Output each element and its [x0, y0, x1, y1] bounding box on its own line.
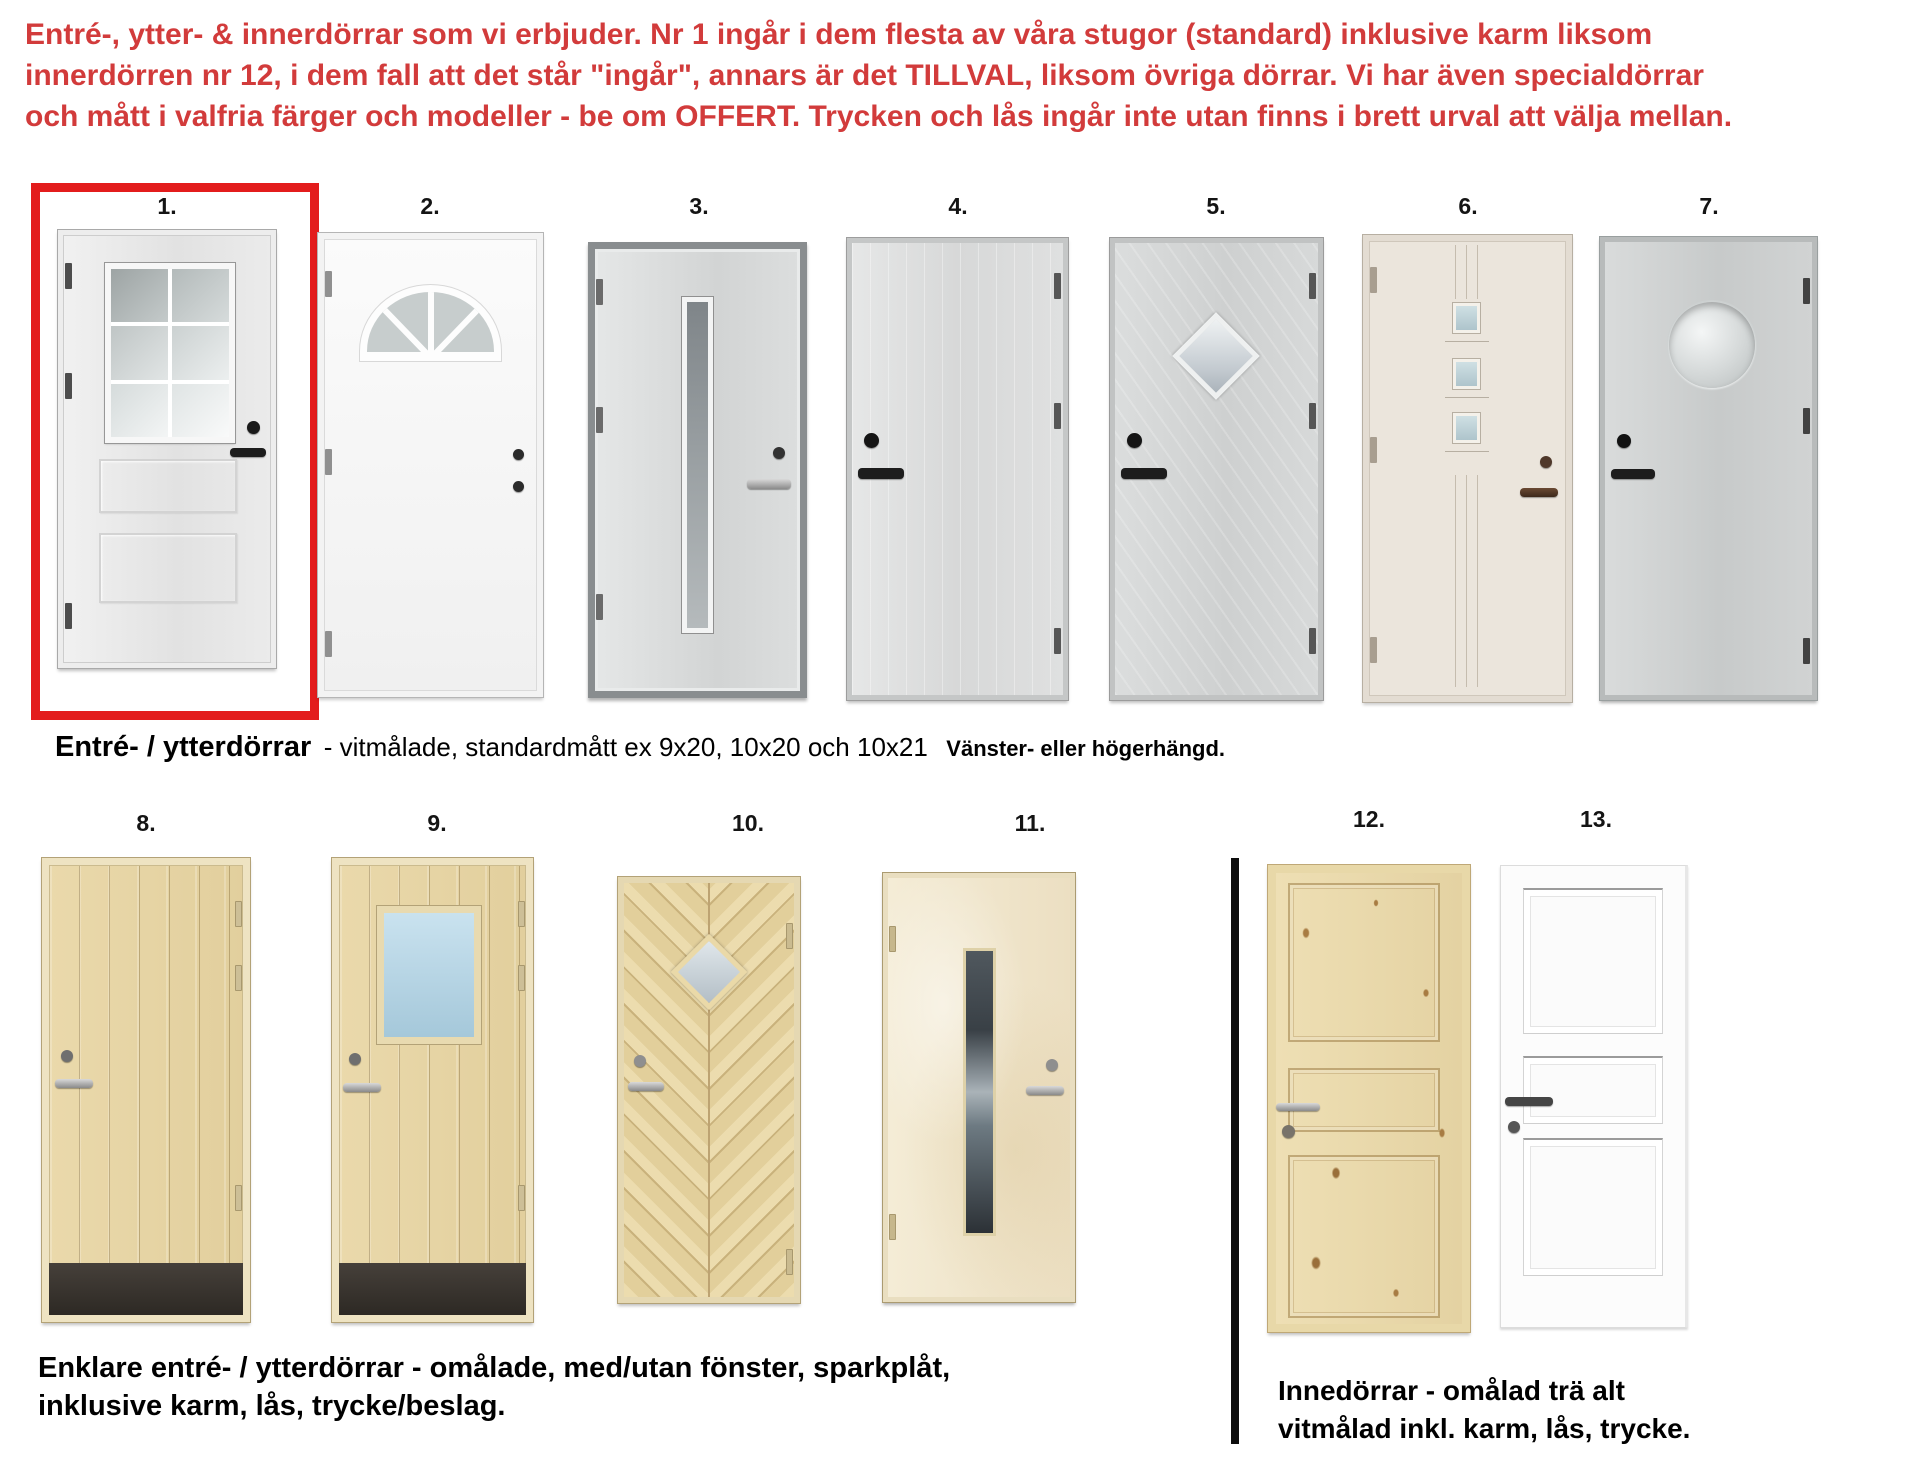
- lock-cylinder-icon: [1282, 1125, 1295, 1138]
- door-handle-icon: [343, 1083, 381, 1092]
- hinge-icon: [518, 1185, 525, 1211]
- door-panel: [99, 533, 237, 603]
- simple-exterior-doors-caption: [38, 1349, 950, 1425]
- hinge-icon: [1803, 278, 1810, 304]
- lock-cylinder-icon: [1127, 433, 1142, 448]
- lock-cylinder-icon: [61, 1050, 73, 1062]
- diamond-window: [1172, 312, 1260, 400]
- square-window: [1453, 303, 1480, 333]
- door-number-5: 5.: [1206, 193, 1226, 219]
- door-number-6: 6.: [1458, 193, 1478, 219]
- door-handle-icon: [747, 479, 791, 489]
- lock-cylinder-icon: [1046, 1059, 1058, 1071]
- square-window: [1453, 359, 1480, 389]
- door-number-7: 7.: [1699, 193, 1719, 219]
- door-handle-icon: [1276, 1103, 1320, 1111]
- hinge-icon: [1054, 273, 1061, 299]
- door-number-2: 2.: [420, 193, 440, 219]
- vertical-glass-strip: [682, 297, 713, 633]
- lock-cylinder-icon: [513, 481, 524, 492]
- lock-cylinder-icon: [247, 421, 260, 434]
- door-handle-icon: [1505, 1097, 1553, 1106]
- hinge-icon: [1309, 273, 1316, 299]
- hinge-icon: [1370, 437, 1377, 463]
- exterior-doors-caption: [55, 731, 1225, 764]
- lock-cylinder-icon: [634, 1055, 646, 1067]
- hinge-icon: [1370, 267, 1377, 293]
- hinge-icon: [325, 271, 332, 297]
- door-panel: [1523, 888, 1663, 1034]
- square-window: [1453, 413, 1480, 443]
- caption-line-1: Enklare entré- / ytterdörrar - omålade, med/utan fönster, sparkplåt,: [38, 1352, 951, 1384]
- interior-doors-caption: [1278, 1372, 1690, 1448]
- door-handle-icon: [55, 1079, 93, 1088]
- window-sill-line: [1445, 451, 1489, 452]
- door-handle-icon: [1026, 1086, 1064, 1095]
- groove-line: [1477, 475, 1478, 687]
- caption-details: - vitmålade, standardmått ex 9x20, 10x20 och 10x21: [323, 732, 928, 762]
- groove-line: [1477, 245, 1478, 299]
- square-window: [377, 906, 481, 1044]
- six-pane-window: [105, 263, 235, 443]
- door-image-13: [1500, 865, 1688, 1328]
- lock-cylinder-icon: [349, 1053, 361, 1065]
- hinge-icon: [235, 965, 242, 991]
- hinge-icon: [1309, 628, 1316, 654]
- door-handle-icon: [1121, 468, 1167, 479]
- door-number-12: 12.: [1353, 806, 1385, 832]
- hinge-icon: [65, 603, 72, 629]
- lock-cylinder-icon: [864, 433, 879, 448]
- door-panel: [99, 459, 237, 513]
- vertical-glass-strip: [963, 948, 996, 1236]
- door-handle-icon: [858, 468, 904, 479]
- door-number-13: 13.: [1580, 806, 1612, 832]
- door-image-1: [58, 230, 276, 668]
- lock-cylinder-icon: [1617, 434, 1631, 448]
- hinge-icon: [1803, 408, 1810, 434]
- groove-line: [1455, 245, 1456, 299]
- hinge-icon: [596, 407, 603, 433]
- door-panel: [1288, 1155, 1440, 1318]
- caption-line-2: vitmålad inkl. karm, lås, trycke.: [1278, 1413, 1691, 1444]
- kick-plate: [339, 1263, 526, 1315]
- door-image-12: [1268, 865, 1470, 1332]
- hinge-icon: [786, 1249, 793, 1275]
- hinge-icon: [889, 926, 896, 952]
- door-image-6: [1363, 235, 1572, 702]
- header-line-1: Entré-, ytter- & innerdörrar som vi erbjuder. Nr 1 ingår i dem flesta av våra stugor (standard) inklusive karm liksom: [25, 18, 1653, 51]
- groove-line: [1455, 475, 1456, 687]
- door-number-9: 9.: [427, 810, 447, 836]
- door-number-4: 4.: [948, 193, 968, 219]
- door-handle-icon: [1520, 488, 1558, 497]
- hinge-icon: [889, 1214, 896, 1240]
- groove-line: [1466, 475, 1467, 687]
- kick-plate: [49, 1263, 243, 1315]
- door-handle-icon: [628, 1082, 664, 1091]
- door-handle-icon: [1611, 469, 1655, 479]
- porthole-window: [1669, 302, 1755, 388]
- hinge-icon: [235, 901, 242, 927]
- hinge-icon: [325, 449, 332, 475]
- door-handle-icon: [230, 448, 266, 457]
- door-image-8: [42, 858, 250, 1322]
- window-sill-line: [1445, 397, 1489, 398]
- chevron-panel-right: [709, 883, 794, 1297]
- fan-window: [360, 285, 501, 361]
- door-image-2: [318, 233, 543, 697]
- hinge-icon: [1054, 628, 1061, 654]
- lock-cylinder-icon: [513, 449, 524, 460]
- door-image-10: [618, 877, 800, 1303]
- door-image-11: [883, 873, 1075, 1302]
- hinge-icon: [1370, 637, 1377, 663]
- door-panel: [1288, 1068, 1440, 1132]
- door-image-3: [588, 242, 807, 698]
- hinge-icon: [518, 965, 525, 991]
- door-number-11: 11.: [1014, 810, 1046, 836]
- door-panel: [1288, 883, 1440, 1042]
- header-line-2: innerdörren nr 12, i dem fall att det står "ingår", annars är det TILLVAL, liksom övriga dörrar. Vi har även specialdörrar: [25, 59, 1704, 92]
- hinge-icon: [596, 279, 603, 305]
- hinge-icon: [65, 373, 72, 399]
- caption-note: Vänster- eller högerhängd.: [946, 736, 1226, 761]
- window-sill-line: [1445, 341, 1489, 342]
- door-number-3: 3.: [689, 193, 709, 219]
- lock-cylinder-icon: [1540, 456, 1552, 468]
- caption-line-2: inklusive karm, lås, trycke/beslag.: [38, 1390, 506, 1422]
- lock-cylinder-icon: [773, 447, 785, 459]
- section-divider-line: [1231, 858, 1239, 1444]
- hinge-icon: [786, 923, 793, 949]
- door-number-1: 1.: [157, 193, 177, 219]
- door-image-5: [1110, 238, 1323, 700]
- caption-line-1: Innedörrar - omålad trä alt: [1278, 1375, 1625, 1406]
- header-line-3: och mått i valfria färger och modeller - be om OFFERT. Trycken och lås ingår inte utan finns i brett urval att välja mellan.: [25, 100, 1733, 133]
- door-image-4: [847, 238, 1068, 700]
- door-image-9: [332, 858, 533, 1322]
- door-image-7: [1600, 237, 1817, 700]
- hinge-icon: [1309, 403, 1316, 429]
- lock-cylinder-icon: [1508, 1121, 1520, 1133]
- door-number-8: 8.: [136, 810, 156, 836]
- hinge-icon: [596, 594, 603, 620]
- groove-line: [1466, 245, 1467, 299]
- hinge-icon: [518, 901, 525, 927]
- door-number-10: 10.: [732, 810, 764, 836]
- header-text: [25, 14, 1905, 137]
- hinge-icon: [325, 631, 332, 657]
- door-panel: [1523, 1138, 1663, 1276]
- door-panel: [1523, 1056, 1663, 1124]
- hinge-icon: [65, 263, 72, 289]
- hinge-icon: [1054, 403, 1061, 429]
- hinge-icon: [235, 1185, 242, 1211]
- caption-title: Entré- / ytterdörrar: [55, 731, 312, 763]
- hinge-icon: [1803, 638, 1810, 664]
